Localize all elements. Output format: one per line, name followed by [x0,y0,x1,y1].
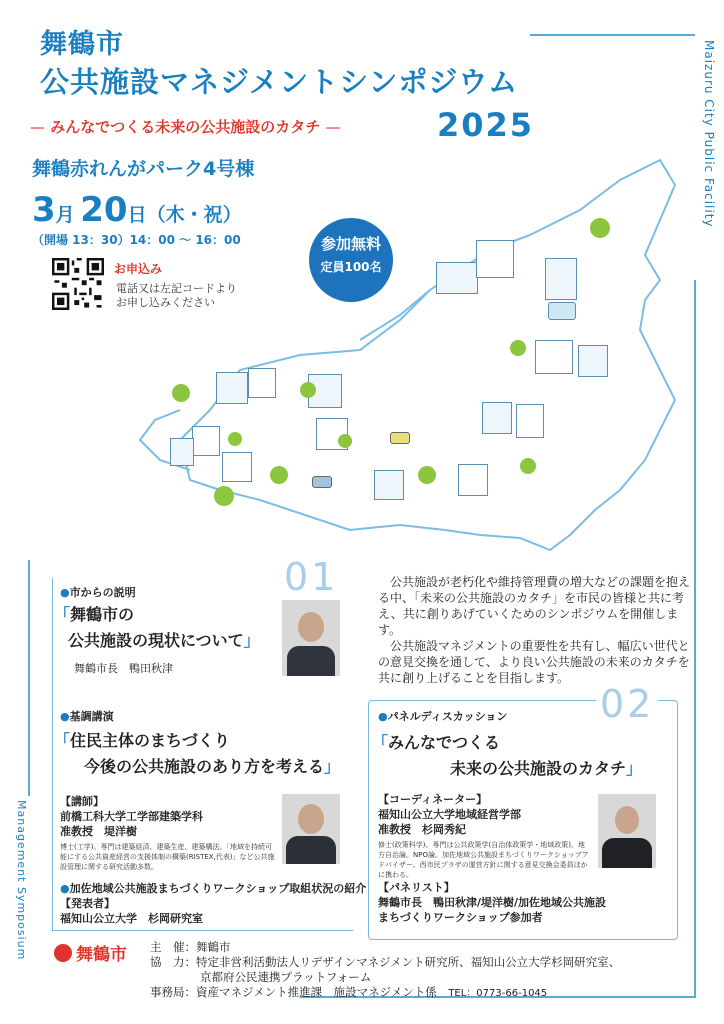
tree-icon [590,218,610,238]
bus-icon [548,302,576,320]
talk-title-2: 「住民主体のまちづくり 今後の公共施設のあり方を考える」 [54,731,341,776]
office-label: 事務局： [150,985,196,999]
tree-icon [214,486,234,506]
section-head-keynote: ●基調講演 [60,710,114,723]
building-icon [578,345,608,377]
coordinator-bio: 修士(政策科学)。専門は公共政策学(自治体政策学・地域政策)。地方自治論。NPO論。加佐地域公共施設まちづくりワークショップアドバイザー。西市民プラザの運営方針に関する意見交換会委員ほかに携わる。 [378,841,589,879]
coordinator-block [378,792,521,837]
building-icon [436,262,478,294]
apply-instructions [116,282,237,310]
tree-icon [228,432,242,446]
tree-icon [418,466,436,484]
qr-code-icon[interactable] [52,258,104,310]
maizuru-logo [54,940,127,965]
apply-line-1: 電話又は左記コードより [116,282,237,295]
date-month-unit: 月 [55,204,75,226]
date-day: 20 [80,190,128,230]
apply-label: お申込み [114,262,163,276]
maizuru-logo-text: 舞鶴市 [76,945,127,965]
section-head-explanation: ●市からの説明 [60,586,136,599]
event-date [32,190,242,230]
building-icon [516,404,544,438]
presenter-label: 【発表者】 [60,897,115,910]
tree-icon [172,384,190,402]
talk-title-1: 「舞鶴市の 公共施設の現状について」 [54,605,260,650]
section-head-workshop-text: 加佐地域公共施設まちづくりワークショップ取組状況の紹介 [69,882,367,895]
section-head-panel-text: パネルディスカッション [387,710,508,723]
building-icon [216,372,248,404]
date-day-unit: 日 [127,204,147,226]
date-weekday: （木・祝） [146,204,242,226]
car-icon [390,432,410,444]
free-label: 参加無料 [320,235,381,253]
tree-icon [520,458,536,474]
coordinator-affiliation: 福知山公立大学地域経営学部 [378,808,521,821]
talk-title-2-line1: 住民主体のまちづくり [70,731,230,750]
subtitle: — みんなでつくる未来の公共施設のカタチ — [30,118,341,136]
tree-icon [300,382,316,398]
intro-paragraph-2: 公共施設マネジメントの重要性を共有し、幅広い世代との意見交換を通して、より良い公共施設の未来のカタチを共に創り上げることを目指します。 [378,639,690,685]
page-title: 公共施設マネジメントシンポジウム [40,65,519,99]
intro-paragraph-1: 公共施設が老朽化や維持管理費の増大などの課題を抱える中、「未来の公共施設のカタチ」を市民の皆様と共に考え、共に創りあげていくためのシンポジウムを開催します。 [378,575,691,637]
coop-label: 協 力： [150,955,196,969]
section-head-explanation-text: 市からの説明 [69,586,136,599]
host: 舞鶴市 [196,940,231,954]
speaker-mayor: 舞鶴市長 鴨田秋津 [74,662,173,675]
footer-credits [150,940,690,1001]
panel-title-line2: 未来の公共施設のカタチ [450,759,627,778]
coop-line-1: 特定非営利活動法人リデザインマネジメント研究所、福知山公立大学杉岡研究室、 [196,955,621,969]
building-icon [248,368,276,398]
section-head-keynote-text: 基調講演 [69,710,114,723]
lecturer-bio: 博士(工学)。専門は建築経済、建築生産、建築構法。「地域を持続可能にする公共資産経営の支援体制の構築(RISTEX,代表)」など公共施設管理に関する研究活動多数。 [60,843,275,871]
coop-line-2: 京都府公民連携プラットフォーム [200,970,372,984]
car-icon [312,476,332,488]
building-icon [545,258,577,300]
building-icon [222,452,252,482]
photo-coordinator [598,794,656,868]
building-icon [192,426,220,456]
event-time: （開場 13：30）14：00 〜 16：00 [32,233,241,247]
office: 資産マネジメント推進課 施設マネジメント係 [196,985,437,999]
building-icon [476,240,514,278]
year: 2025 [437,106,535,144]
frame-left-line [28,560,30,796]
building-icon [535,340,573,374]
section-number-02: 02 [596,682,658,726]
apply-line-2: お申し込みください [116,296,215,309]
frame-top-line [530,34,695,36]
section-head-workshop: ●加佐地域公共施設まちづくりワークショップ取組状況の紹介 [60,882,367,895]
title-city: 舞鶴市 [40,29,124,60]
tree-icon [338,434,352,448]
free-admission-badge [309,218,393,302]
intro-text [378,574,690,686]
panelist-line-1: 舞鶴市長 鴨田秋津/堤洋樹/加佐地域公共施設 [378,896,607,909]
building-icon [458,464,488,496]
side-caption-right: Maizuru City Public Facility [702,40,716,228]
talk-title-1-line2: 公共施設の現状について [68,631,244,650]
lecturer-affiliation: 前橋工科大学工学部建築学科 [60,810,203,823]
panel-title-line1: みんなでつくる [388,733,501,752]
presenter-name: 福知山公立大学 杉岡研究室 [60,912,203,925]
panelist-line-2: まちづくりワークショップ参加者 [378,911,543,924]
office-tel: TEL：0773-66-1045 [448,988,548,999]
capacity: 定員100名 [320,260,382,274]
building-icon [482,402,512,434]
host-label: 主 催： [150,940,196,954]
maizuru-logo-icon [54,944,72,962]
building-icon [170,438,194,466]
talk-title-2-line2: 今後の公共施設のあり方を考える [84,757,325,776]
lecturer-name: 准教授 堤洋樹 [60,825,137,838]
section-head-panel: ●パネルディスカッション [378,710,508,723]
section-number-01: 01 [284,555,339,599]
tree-icon [270,466,288,484]
panelist-block [378,880,606,925]
panelist-label: 【パネリスト】 [378,881,455,894]
building-icon [374,470,404,500]
tree-icon [510,340,526,356]
session01-frame [52,578,353,931]
coordinator-name: 准教授 杉岡秀紀 [378,823,466,836]
talk-title-1-line1: 舞鶴市の [70,605,135,624]
subtitle-text: みんなでつくる未来の公共施設のカタチ [50,118,321,136]
date-month: 3 [32,190,56,230]
venue: 舞鶴赤れんがパーク4号棟 [32,158,255,180]
side-caption-left: Management Symposium [15,800,28,961]
lecturer-label: 【講師】 [60,795,104,808]
panel-title: 「みんなでつくる 未来の公共施設のカタチ」 [372,733,643,778]
coordinator-label: 【コーディネーター】 [378,793,488,806]
